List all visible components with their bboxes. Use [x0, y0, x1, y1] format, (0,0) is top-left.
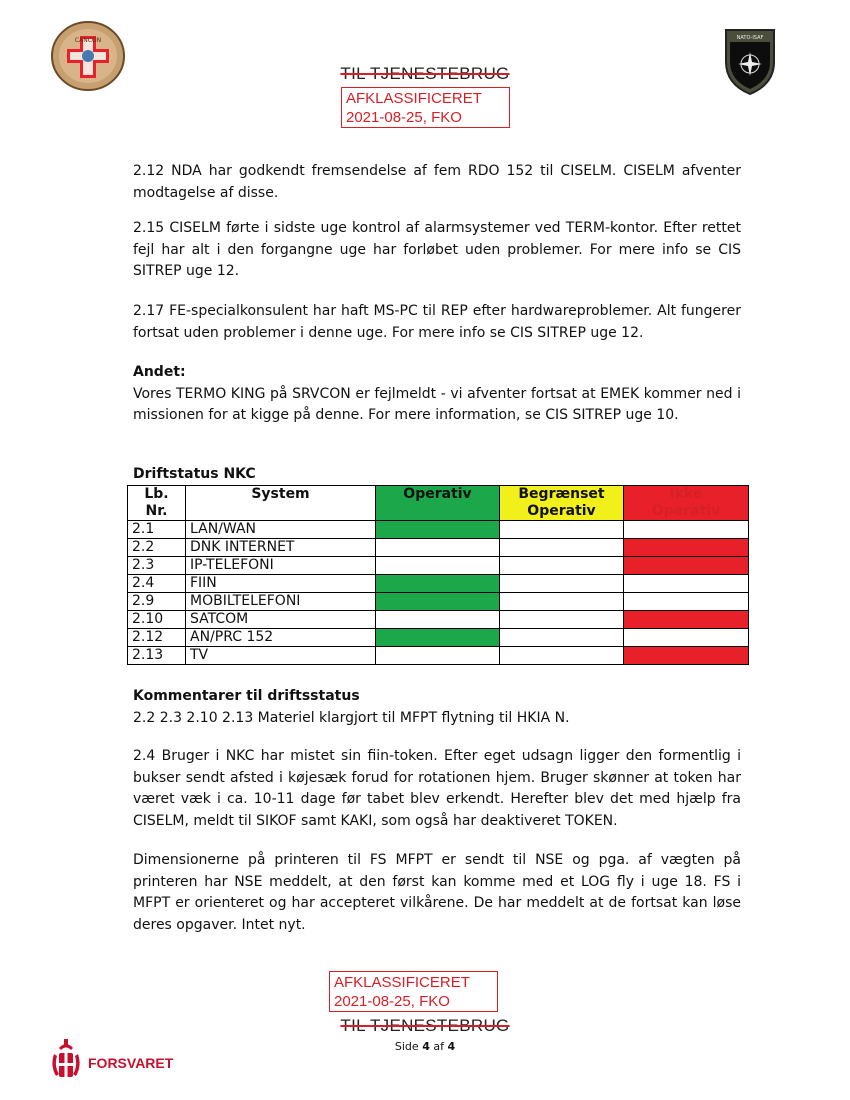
table-row: [128, 611, 749, 629]
cell-status-ikke: [624, 593, 749, 611]
cell-status-operativ: [376, 593, 500, 611]
cell-lbnr: 2.9: [128, 593, 186, 611]
table-row: [128, 629, 749, 647]
andet-text: Vores TERMO KING på SRVCON er fejlmeldt - vi afventer fortsat at EMEK kommer ned i missionen for at kigge på denne. For mere information, se CIS SITREP uge 10.: [133, 385, 741, 423]
col-header-lbnr: Lb. Nr.: [128, 486, 186, 521]
cell-system: FIIN: [186, 575, 376, 593]
cell-status-begraenset: [500, 647, 624, 665]
kommentarer-text: 2.2 2.3 2.10 2.13 Materiel klargjort til MFPT flytning til HKIA N.: [133, 709, 570, 726]
andet-heading: Andet:: [133, 364, 186, 380]
paragraph-2-12: 2.12 NDA har godkendt fremsendelse af fem RDO 152 til CISELM. CISELM afventer modtagelse af disse.: [133, 163, 741, 201]
cell-status-ikke: [624, 611, 749, 629]
cell-system: IP-TELEFONI: [186, 557, 376, 575]
logo-left-text: CANCON: [74, 37, 102, 44]
cell-status-ikke: [624, 557, 749, 575]
cell-status-begraenset: [500, 629, 624, 647]
cell-status-begraenset: [500, 557, 624, 575]
cell-lbnr: 2.13: [128, 647, 186, 665]
cell-status-begraenset: [500, 593, 624, 611]
paragraph-printer: Dimensionerne på printeren til FS MFPT er sendt til NSE og pga. af vægten på printeren har NSE meddelt, at den først kan komme med et LOG fly i uge 18. FS i MFPT er orienteret og har accepteret vilkårene. De har meddelt at de fortsat kan løse deres opgaver. Intet nyt.: [133, 852, 741, 933]
cell-status-operativ: [376, 629, 500, 647]
cell-status-ikke: [624, 521, 749, 539]
footer-stamp-line1: AFKLASSIFICERET: [334, 974, 470, 991]
kommentarer-heading: Kommentarer til driftsstatus: [133, 688, 360, 704]
table-row: [128, 539, 749, 557]
section-andet: [133, 362, 741, 427]
header-stamp-line1: AFKLASSIFICERET: [346, 90, 482, 107]
table-header-row: [128, 486, 749, 521]
paragraph-2-15: 2.15 CISELM førte i sidste uge kontrol af alarmsystemer ved TERM-kontor. Efter rettet fejl har alt i den forgangne uge har forløbet uden problemer. For mere info se CIS SITREP uge 12.: [133, 220, 741, 279]
col-header-ikke-operativ: Ikke Operativ: [624, 486, 749, 521]
cell-system: AN/PRC 152: [186, 629, 376, 647]
cell-status-begraenset: [500, 575, 624, 593]
col-header-begraenset-operativ: Begrænset Operativ: [500, 486, 624, 521]
cell-lbnr: 2.12: [128, 629, 186, 647]
page-number: Side 4 af 4: [394, 1040, 456, 1053]
cell-status-operativ: [376, 647, 500, 665]
cell-lbnr: 2.3: [128, 557, 186, 575]
cell-system: DNK INTERNET: [186, 539, 376, 557]
section-kommentarer: [133, 686, 741, 729]
table-row: [128, 557, 749, 575]
footer-stamp-line2: 2021-08-25, FKO: [334, 993, 450, 1010]
cell-system: SATCOM: [186, 611, 376, 629]
table-row: [128, 647, 749, 665]
cell-status-operativ: [376, 575, 500, 593]
table-row: [128, 575, 749, 593]
footer-declassified-stamp: [329, 971, 498, 1012]
cell-status-operativ: [376, 539, 500, 557]
nato-isaf-patch-emblem: [724, 22, 776, 96]
paragraph-2-4: 2.4 Bruger i NKC har mistet sin fiin-token. Efter eget udsagn ligger den formentlig i bukser sendt afsted i køjesæk forud for rotationen hjem. Bruger skønner at token har været væk i ca. 10-11 dage før tabet blev erkendt. Herefter blev det med hjælp fra CISELM, meldt til SIKOF samt KAKI, som også har deaktiveret TOKEN.: [133, 748, 741, 829]
cell-system: TV: [186, 647, 376, 665]
cell-status-begraenset: [500, 539, 624, 557]
cell-status-operativ: [376, 557, 500, 575]
cell-system: MOBILTELEFONI: [186, 593, 376, 611]
cell-status-ikke: [624, 647, 749, 665]
header-classification: TIL TJENESTEBRUG: [340, 64, 510, 83]
cell-status-begraenset: [500, 521, 624, 539]
table-row: [128, 521, 749, 539]
col-header-operativ: Operativ: [376, 486, 500, 521]
cell-status-ikke: [624, 575, 749, 593]
cell-status-ikke: [624, 539, 749, 557]
cell-lbnr: 2.2: [128, 539, 186, 557]
cell-lbnr: 2.1: [128, 521, 186, 539]
col-header-system: System: [186, 486, 376, 521]
cell-lbnr: 2.4: [128, 575, 186, 593]
header-stamp-line2: 2021-08-25, FKO: [346, 109, 462, 126]
driftstatus-table: [127, 485, 749, 665]
cell-status-operativ: [376, 521, 500, 539]
forsvaret-brand-text: FORSVARET: [88, 1055, 174, 1071]
logo-right-text: NATO-ISAF: [736, 35, 764, 41]
cell-lbnr: 2.10: [128, 611, 186, 629]
driftstatus-heading: Driftstatus NKC: [133, 466, 256, 482]
cell-status-operativ: [376, 611, 500, 629]
cell-status-ikke: [624, 629, 749, 647]
cell-system: LAN/WAN: [186, 521, 376, 539]
header-declassified-stamp: [341, 87, 510, 128]
cell-status-begraenset: [500, 611, 624, 629]
forsvaret-logo: [48, 1036, 178, 1086]
table-row: [128, 593, 749, 611]
paragraph-2-17: 2.17 FE-specialkonsulent har haft MS-PC til REP efter hardwareproblemer. Alt fungerer fortsat uden problemer i denne uge. For mere info se CIS SITREP uge 12.: [133, 303, 741, 341]
footer-classification: TIL TJENESTEBRUG: [340, 1016, 510, 1035]
